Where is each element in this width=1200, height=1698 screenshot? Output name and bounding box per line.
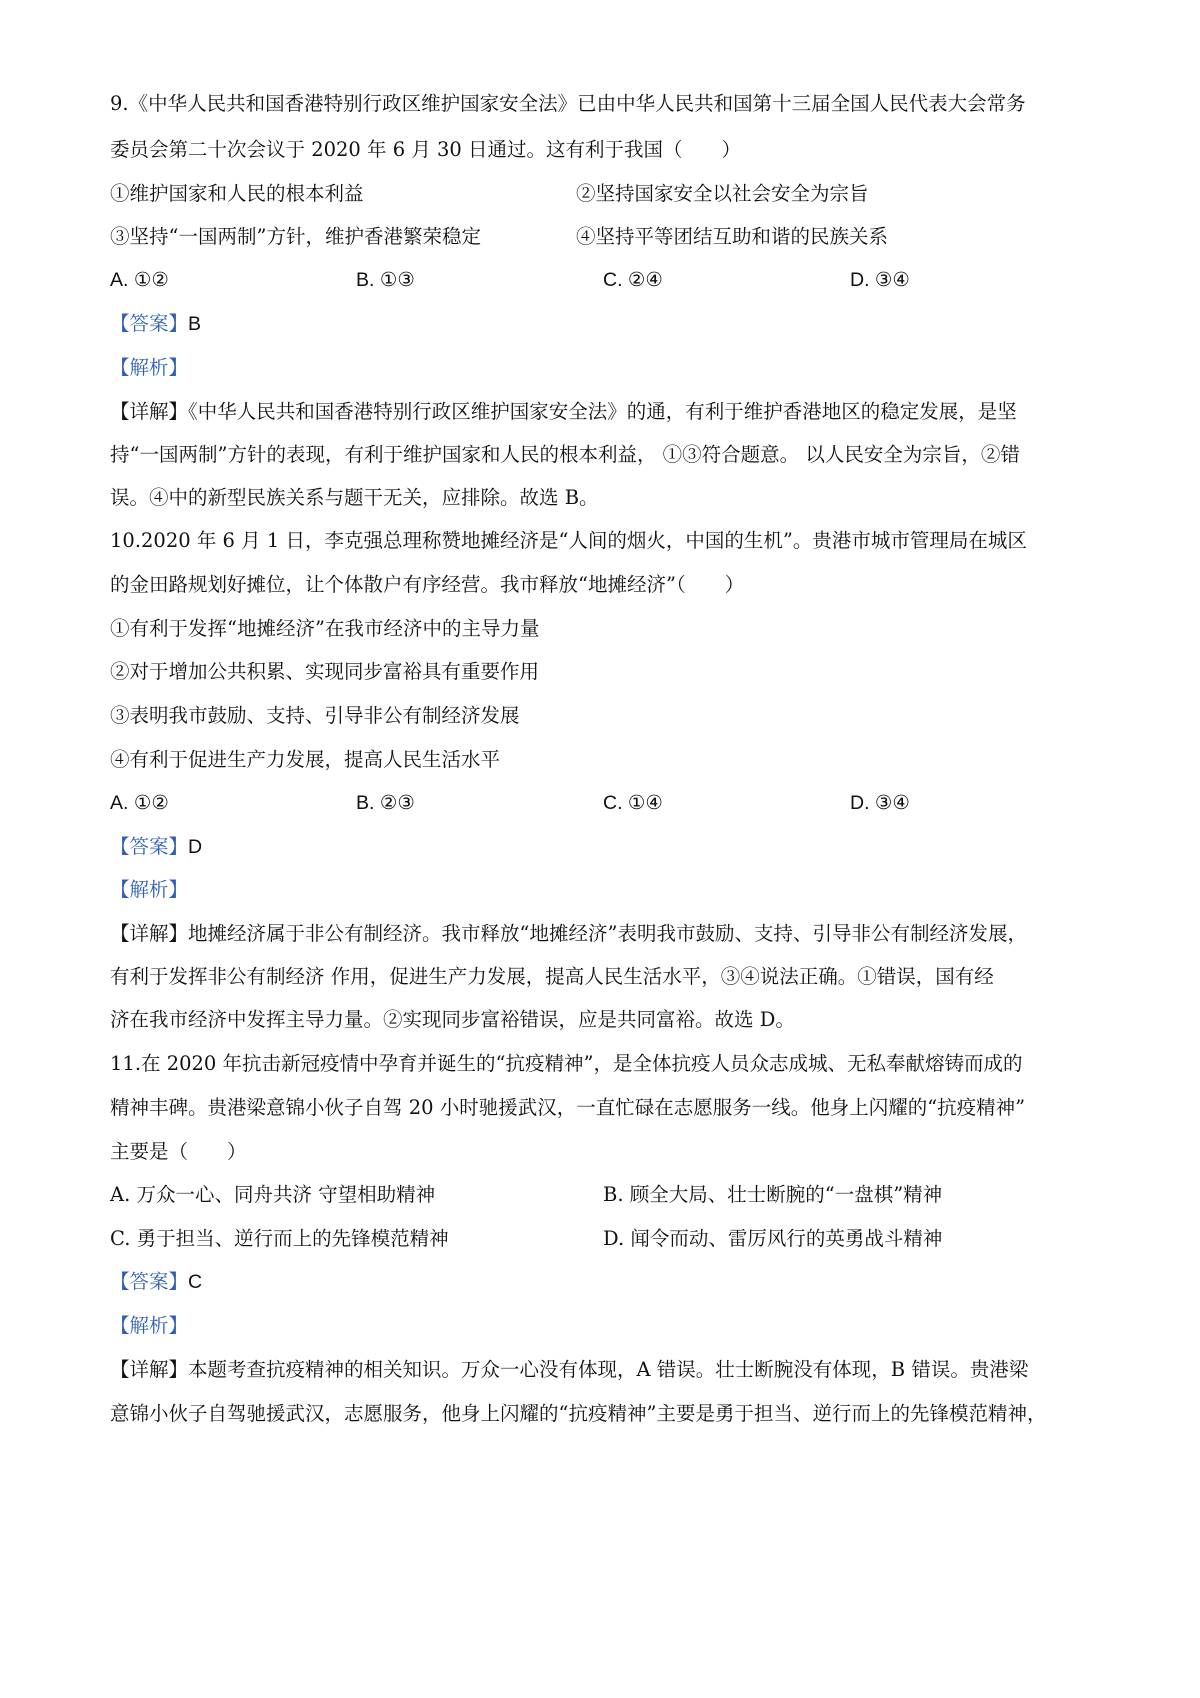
q10-detail-line-3: 济在我市经济中发挥主导力量。②实现同步富裕错误，应是共同富裕。故选 D。 xyxy=(110,1008,795,1031)
q10-item-3: ③表明我市鼓励、支持、引导非公有制经济发展 xyxy=(110,704,520,727)
q9-detail-line-3: 误。④中的新型民族关系与题干无关，应排除。故选 B。 xyxy=(110,486,599,509)
q9-detail-line-2: 持“一国两制”方针的表现，有利于维护国家和人民的根本利益， ①③符合题意。 以人民安全为宗旨，②错 xyxy=(110,443,1020,466)
detail-tag: 【详解】 xyxy=(110,922,189,945)
q10-answer xyxy=(110,833,1100,861)
q9-detail-line-1 xyxy=(110,398,1100,426)
q9-answer-value: B xyxy=(188,313,202,335)
q10-option-b: B. ②③ xyxy=(356,792,415,814)
q11-detail-line-1 xyxy=(110,1356,1100,1384)
q9-option-b: B. ①③ xyxy=(356,269,415,291)
q9-stem-line-2: 委员会第二十次会议于 2020 年 6 月 30 日通过。这有利于我国（ ） xyxy=(110,138,742,161)
analysis-tag: 【解析】 xyxy=(110,1314,189,1337)
q9-item-2: ②坚持国家安全以社会安全为宗旨 xyxy=(576,182,869,205)
q11-analysis xyxy=(110,1312,1100,1340)
q11-answer-value: C xyxy=(188,1271,203,1293)
q10-option-d: D. ③④ xyxy=(850,792,910,814)
q11-stem-line-1: 11.在 2020 年抗击新冠疫情中孕育并诞生的“抗疫精神”，是全体抗疫人员众志成城、无私奉献熔铸而成的 xyxy=(110,1052,1023,1075)
q9-item-1: ①维护国家和人民的根本利益 xyxy=(110,182,364,205)
q9-items-row-2 xyxy=(110,223,1100,251)
q10-detail-line-2: 有利于发挥非公有制经济 作用，促进生产力发展，提高人民生活水平，③④说法正确。①错误，国有经 xyxy=(110,965,994,988)
q11-detail-text-1: 本题考查抗疫精神的相关知识。万众一心没有体现，A 错误。壮士断腕没有体现，B 错误。贵港梁 xyxy=(188,1358,1029,1381)
q11-options-row-2 xyxy=(110,1225,1100,1253)
q9-items-row-1 xyxy=(110,180,1100,208)
q10-analysis xyxy=(110,876,1100,904)
answer-tag: 【答案】 xyxy=(110,1270,189,1293)
q10-item-4: ④有利于促进生产力发展，提高人民生活水平 xyxy=(110,748,501,771)
q9-item-3: ③坚持“一国两制”方针，维护香港繁荣稳定 xyxy=(110,225,481,248)
q9-option-d: D. ③④ xyxy=(850,269,910,291)
q10-option-a: A. ①② xyxy=(110,792,169,814)
answer-tag: 【答案】 xyxy=(110,312,189,335)
detail-tag: 【详解】 xyxy=(110,1358,189,1381)
q11-option-b: B. 顾全大局、壮士断腕的“一盘棋”精神 xyxy=(603,1183,943,1206)
q9-stem-line-1: 9.《中华人民共和国香港特别行政区维护国家安全法》已由中华人民共和国第十三届全国人民代表大会常务 xyxy=(110,92,1026,115)
q9-answer xyxy=(110,310,1100,338)
q10-item-2: ②对于增加公共积累、实现同步富裕具有重要作用 xyxy=(110,660,540,683)
q11-option-a: A. 万众一心、同舟共济 守望相助精神 xyxy=(110,1183,436,1206)
q11-stem-line-3: 主要是（ ） xyxy=(110,1140,247,1163)
detail-tag: 【详解】 xyxy=(110,400,189,423)
q11-options-row-1 xyxy=(110,1181,1100,1209)
q10-answer-value: D xyxy=(188,836,203,858)
q9-option-a: A. ①② xyxy=(110,269,169,291)
q10-options-row xyxy=(110,789,1100,817)
analysis-tag: 【解析】 xyxy=(110,356,189,379)
q10-stem-line-2: 的金田路规划好摊位，让个体散户有序经营。我市释放“地摊经济”（ ） xyxy=(110,573,745,596)
q11-answer xyxy=(110,1268,1100,1296)
q10-item-1: ①有利于发挥“地摊经济”在我市经济中的主导力量 xyxy=(110,617,540,640)
q10-detail-line-1 xyxy=(110,920,1100,948)
q9-detail-text-1: 《中华人民共和国香港特别行政区维护国家安全法》的通，有利于维护香港地区的稳定发展，是坚 xyxy=(188,400,1017,423)
answer-tag: 【答案】 xyxy=(110,835,189,858)
q10-option-c: C. ①④ xyxy=(603,792,663,814)
q9-analysis xyxy=(110,354,1100,382)
q9-options-row xyxy=(110,266,1100,294)
q11-stem-line-2: 精神丰碑。贵港梁意锦小伙子自驾 20 小时驰援武汉，一直忙碌在志愿服务一线。他身上闪耀的“抗疫精神” xyxy=(110,1096,1026,1119)
q10-detail-text-1: 地摊经济属于非公有制经济。我市释放“地摊经济”表明我市鼓励、支持、引导非公有制经济发展， xyxy=(188,922,1027,945)
q11-detail-line-2: 意锦小伙子自驾驰援武汉，志愿服务，他身上闪耀的“抗疫精神”主要是勇于担当、逆行而上的先锋模范精神， xyxy=(110,1402,1047,1425)
q11-option-d: D. 闻令而动、雷厉风行的英勇战斗精神 xyxy=(603,1227,943,1250)
q10-stem-line-1: 10.2020 年 6 月 1 日，李克强总理称赞地摊经济是“人间的烟火，中国的生机”。贵港市城市管理局在城区 xyxy=(110,529,1027,552)
q11-option-c: C. 勇于担当、逆行而上的先锋模范精神 xyxy=(110,1227,449,1250)
q9-item-4: ④坚持平等团结互助和谐的民族关系 xyxy=(576,225,889,248)
analysis-tag: 【解析】 xyxy=(110,878,189,901)
q9-option-c: C. ②④ xyxy=(603,269,663,291)
